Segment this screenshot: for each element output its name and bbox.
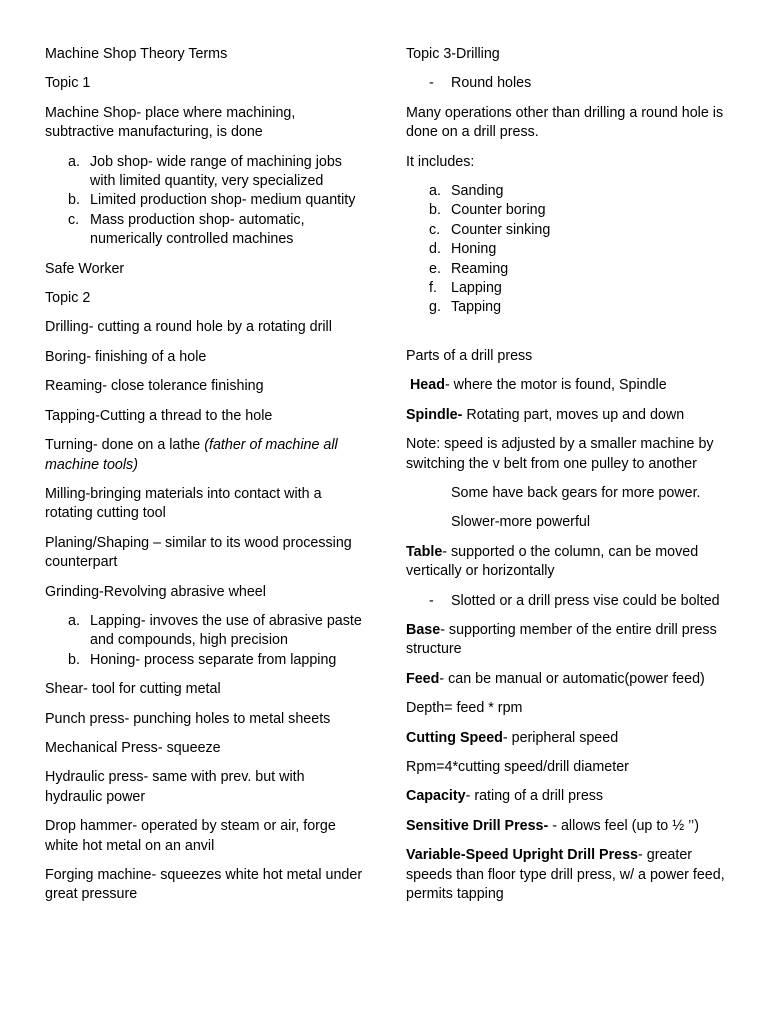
planing-definition: Planing/Shaping – similar to its wood processing counterpart	[45, 534, 352, 571]
capacity-definition: Capacity- rating of a drill press	[406, 788, 604, 805]
punch-press-definition: Punch press- punching holes to metal sheets	[45, 710, 331, 727]
cutting-speed-term: Cutting Speed	[406, 729, 503, 746]
depth-formula: Depth= feed * rpm	[406, 700, 523, 717]
list-item: a. Job shop- wide range of machining jobs with limited quantity, very specialized	[68, 153, 342, 190]
drop-hammer-definition: Drop hammer- operated by steam or air, forge white hot metal on an anvil	[45, 818, 336, 854]
list-item: - Round holes	[429, 75, 532, 92]
base-term: Base	[406, 621, 441, 638]
shear-definition: Shear- tool for cutting metal	[45, 681, 221, 698]
round-holes-list	[406, 74, 732, 93]
it-includes-text: It includes:	[406, 153, 475, 170]
hydraulic-press-definition: Hydraulic press- same with prev. but with hydraulic power	[45, 769, 305, 805]
rpm-formula: Rpm=4*cutting speed/drill diameter	[406, 758, 629, 775]
cutting-speed-definition: Cutting Speed- peripheral speed	[406, 729, 619, 746]
document-title: Machine Shop Theory Terms	[45, 46, 228, 62]
head-definition: Head- where the motor is found, Spindle	[409, 377, 667, 394]
feed-term: Feed	[406, 670, 440, 687]
list-item: c. Mass production shop- automatic, numerically controlled machines	[68, 211, 305, 248]
topic-1-heading: Topic 1	[45, 75, 91, 92]
drilling-definition: Drilling- cutting a round hole by a rotating drill	[45, 319, 332, 336]
list-item: b. Limited production shop- medium quantity	[68, 192, 356, 209]
milling-definition: Milling-bringing materials into contact with a rotating cutting tool	[45, 485, 322, 522]
table-sub-list	[406, 592, 732, 611]
list-item: c. Counter sinking	[429, 221, 551, 238]
many-operations-text: Many operations other than drilling a round hole is done on a drill press.	[406, 104, 724, 141]
machine-shop-definition: Machine Shop- place where machining, subtractive manufacturing, is done	[45, 104, 296, 141]
left-column	[45, 45, 363, 915]
list-item: b. Counter boring	[429, 202, 546, 219]
list-item: f. Lapping	[429, 280, 502, 297]
grinding-list	[45, 612, 363, 670]
feed-definition: Feed- can be manual or automatic(power feed)	[406, 670, 705, 687]
base-definition: Base- supporting member of the entire drill press structure	[406, 621, 717, 658]
speed-note: Note: speed is adjusted by a smaller machine by switching the v belt from one pulley to another	[406, 436, 714, 472]
list-item: a. Sanding	[429, 183, 504, 200]
turning-definition: Turning- done on a lathe (father of machine all machine tools)	[45, 437, 338, 473]
variable-speed-drill-press-term: Variable-Speed Upright Drill Press	[406, 847, 639, 864]
table-definition: Table- supported o the column, can be moved vertically or horizontally	[406, 543, 699, 580]
list-item: a. Lapping- invoves the use of abrasive paste and compounds, high precision	[68, 612, 362, 649]
topic-3-heading: Topic 3-Drilling	[406, 46, 500, 62]
spindle-definition: Spindle- Rotating part, moves up and down	[406, 406, 685, 423]
sensitive-drill-press-definition: Sensitive Drill Press- - allows feel (up to ½ ’’)	[406, 817, 699, 834]
forging-machine-definition: Forging machine- squeezes white hot metal under great pressure	[45, 867, 363, 903]
topic-2-heading: Topic 2	[45, 290, 91, 307]
list-item: g. Tapping	[429, 299, 502, 316]
shop-types-list	[45, 153, 363, 250]
operations-list	[406, 182, 732, 318]
turning-note: (father of machine all machine tools)	[45, 437, 338, 473]
tapping-definition: Tapping-Cutting a thread to the hole	[45, 407, 273, 424]
slower-note: Slower-more powerful	[451, 514, 591, 531]
spindle-term: Spindle-	[406, 406, 463, 423]
list-item: e. Reaming	[429, 260, 509, 277]
right-column	[406, 45, 732, 914]
reaming-definition: Reaming- close tolerance finishing	[45, 378, 264, 395]
parts-heading: Parts of a drill press	[406, 347, 533, 364]
grinding-definition: Grinding-Revolving abrasive wheel	[45, 583, 266, 600]
safe-worker-heading: Safe Worker	[45, 260, 125, 277]
sensitive-drill-press-term: Sensitive Drill Press-	[406, 817, 549, 834]
spacer	[406, 328, 732, 347]
capacity-term: Capacity	[406, 788, 466, 805]
boring-definition: Boring- finishing of a hole	[45, 348, 207, 365]
list-item: d. Honing	[429, 241, 497, 258]
head-term: Head	[409, 377, 445, 394]
variable-speed-drill-press-definition: Variable-Speed Upright Drill Press- greater speeds than floor type drill press, w/ a power feed, permits tapping	[406, 847, 725, 902]
list-item: - Slotted or a drill press vise could be bolted	[429, 592, 720, 609]
mechanical-press-definition: Mechanical Press- squeeze	[45, 739, 221, 756]
table-term: Table	[406, 543, 443, 560]
back-gears-note: Some have back gears for more power.	[451, 484, 701, 501]
list-item: b. Honing- process separate from lapping	[68, 651, 337, 668]
